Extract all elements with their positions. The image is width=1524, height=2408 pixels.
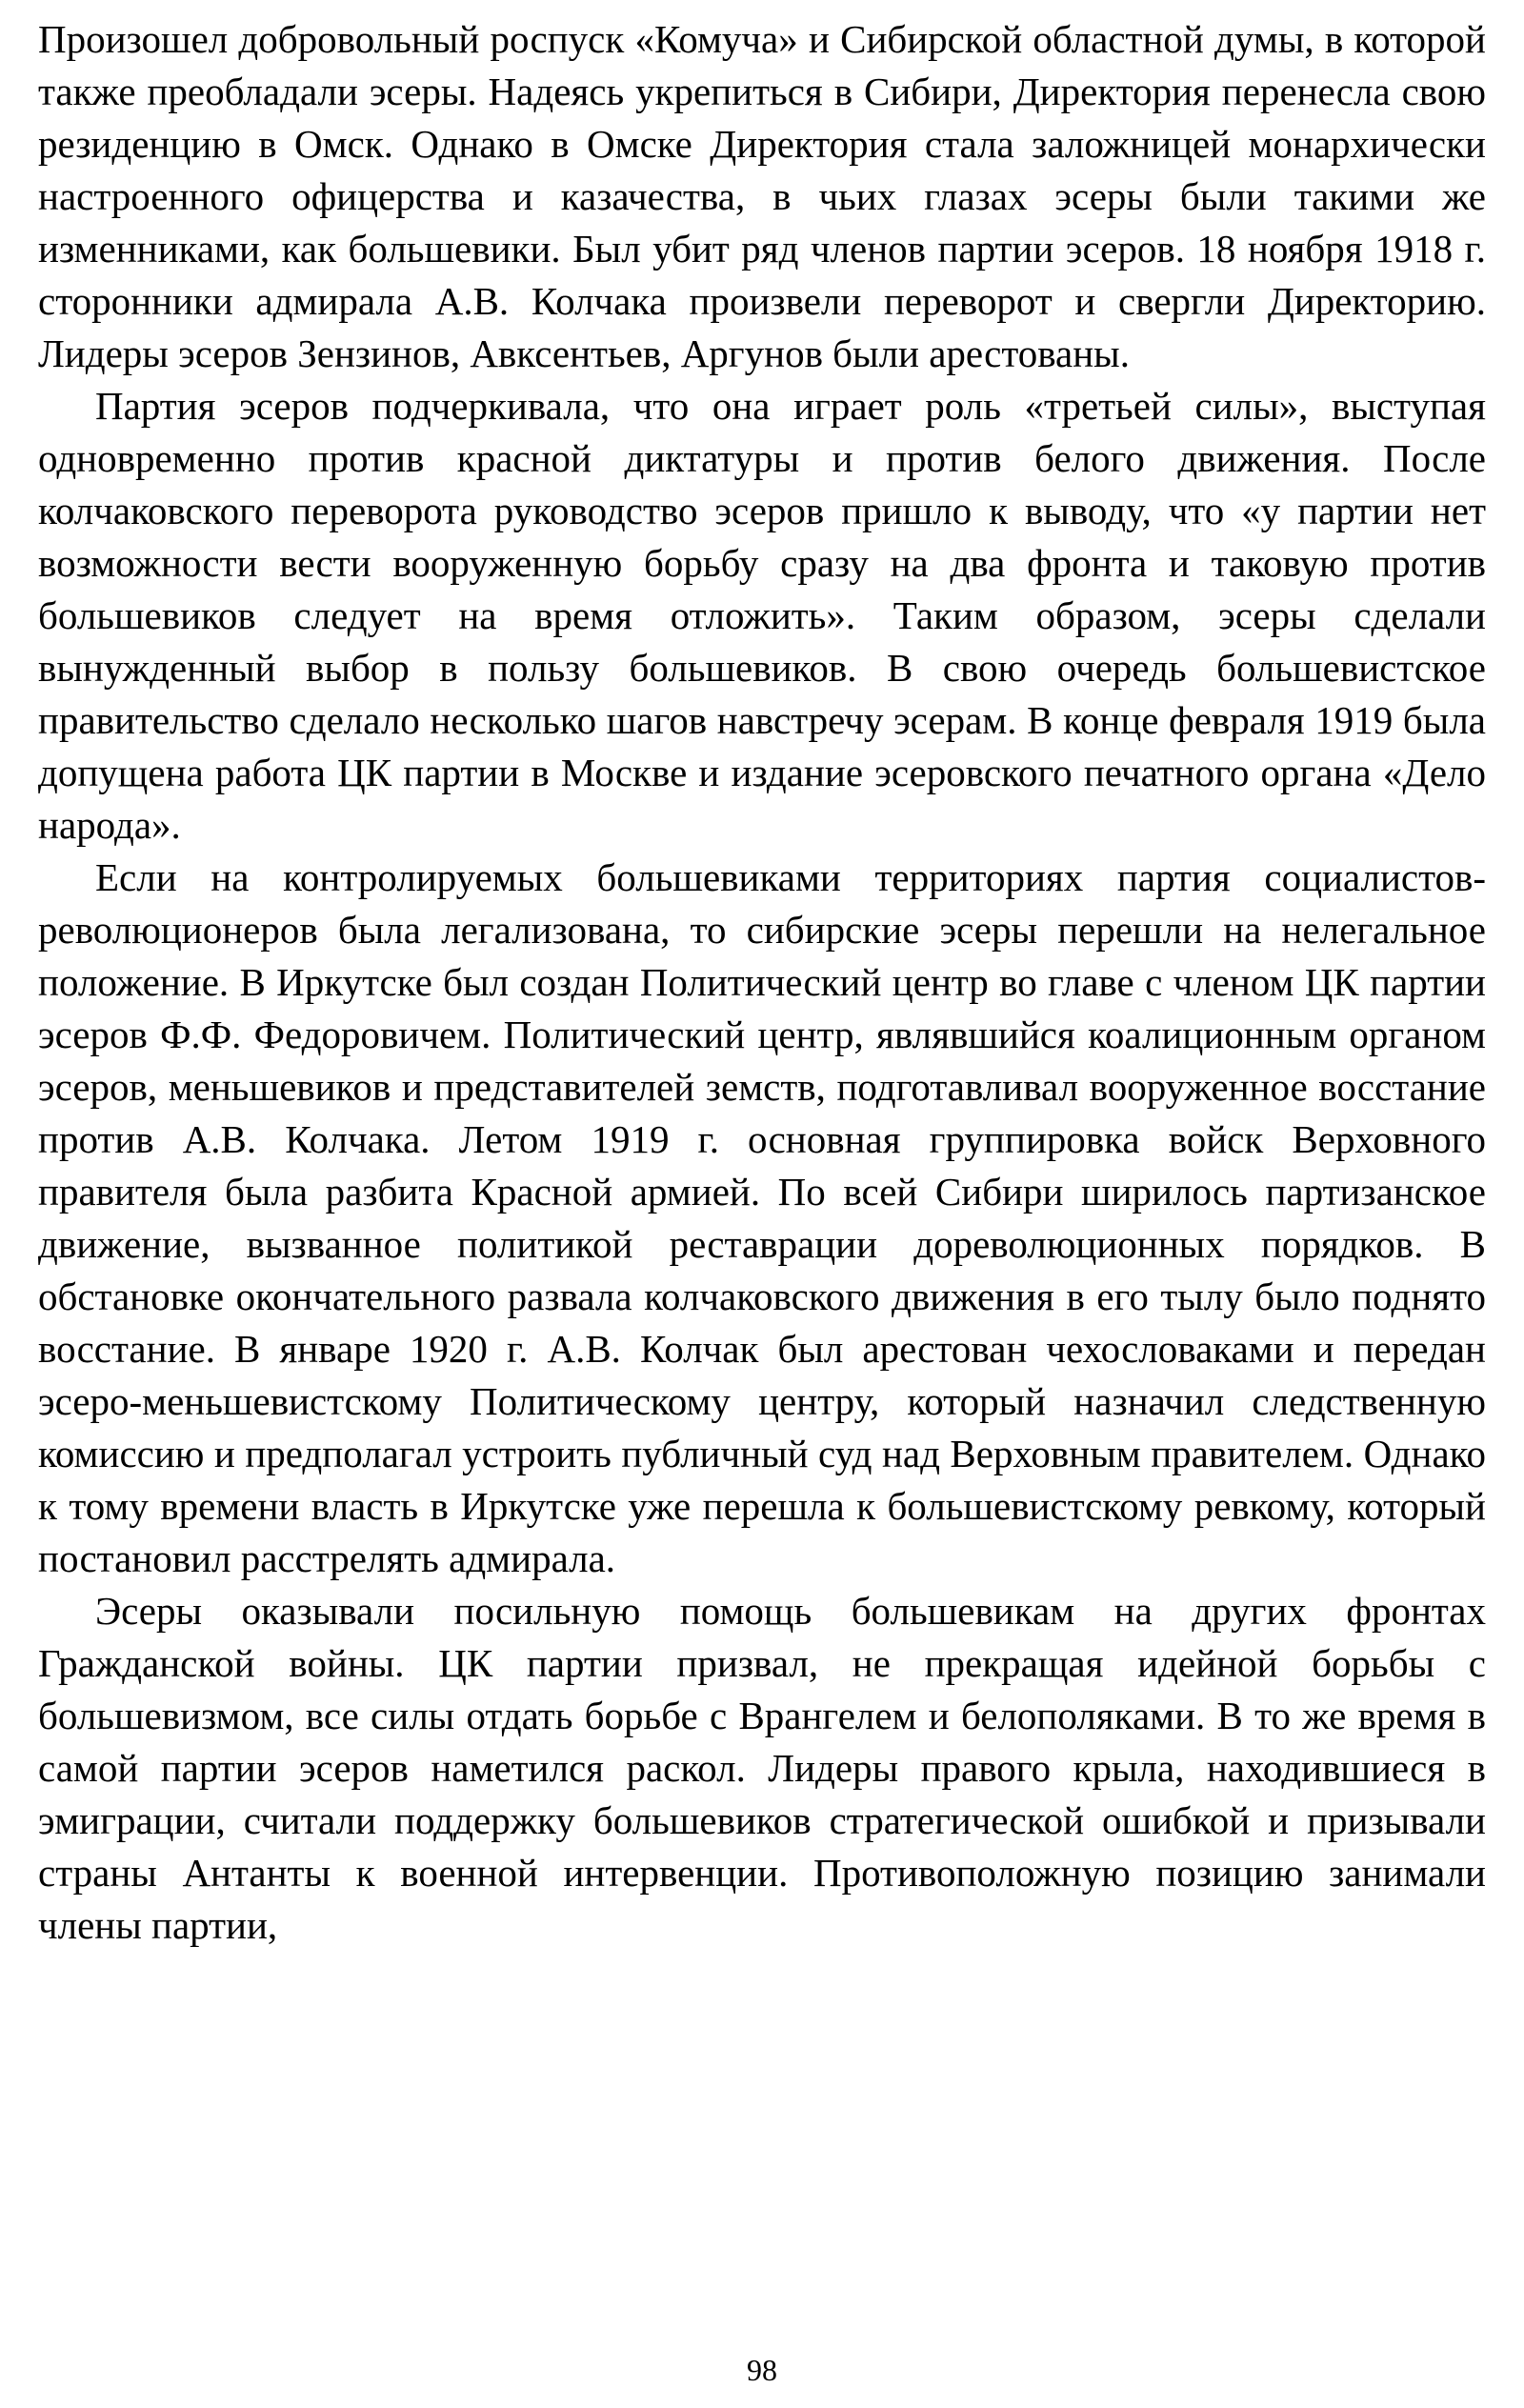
- paragraph-4: Эсеры оказывали посильную помощь большевикам на других фронтах Гражданской войны. ЦК партии призвал, не прекращая идейной борьбы с большевизмом, все силы отдать борьбе с Врангелем и белополяками. В то же время в самой партии эсеров наметился раскол. Лидеры правого крыла, находившиеся в эмиграции, считали поддержку большевиков стратегической ошибкой и призывали страны Антанты к военной интервенции. Противоположную позицию занимали члены партии,: [38, 1589, 1486, 1947]
- page-number: 98: [747, 2353, 777, 2387]
- paragraph-3: Если на контролируемых большевиками территориях партия социалистов-революционеров была легализована, то сибирские эсеры перешли на нелегальное положение. В Иркутске был создан Политический центр во главе с членом ЦК партии эсеров Ф.Ф. Федоровичем. Политический центр, являвшийся коалиционным органом эсеров, меньшевиков и представителей земств, подготавливал вооруженное восстание против А.В. Колчака. Летом 1919 г. основная группировка войск Верховного правителя была разбита Красной армией. По всей Сибири ширилось партизанское движение, вызванное политикой реставрации дореволюционных порядков. В обстановке окончательного развала колчаковского движения в его тылу было поднято восстание. В январе 1920 г. А.В. Колчак был арестован чехословаками и передан эсеро-меньшевистскому Политическому центру, который назначил следственную комиссию и предполагал устроить публичный суд над Верховным правителем. Однако к тому времени власть в Иркутске уже перешла к большевистскому ревкому, который постановил расстрелять адмирала.: [38, 855, 1486, 1580]
- paragraph-2: Партия эсеров подчеркивала, что она играет роль «третьей силы», выступая одновременно против красной диктатуры и против белого движения. После колчаковского переворота руководство эсеров пришло к выводу, что «у партии нет возможности вести вооруженную борьбу сразу на два фронта и таковую против большевиков следует на время отложить». Таким образом, эсеры сделали вынужденный выбор в пользу большевиков. В свою очередь большевистское правительство сделало несколько шагов навстречу эсерам. В конце февраля 1919 была допущена работа ЦК партии в Москве и издание эсеровского печатного органа «Дело народа».: [38, 384, 1486, 847]
- page-body: [38, 13, 1486, 1952]
- paragraph-1: Произошел добровольный роспуск «Комуча» и Сибирской областной думы, в которой также преобладали эсеры. Надеясь укрепиться в Сибири, Директория перенесла свою резиденцию в Омск. Однако в Омске Директория стала заложницей монархически настроенного офицерства и казачества, в чьих глазах эсеры были такими же изменниками, как большевики. Был убит ряд членов партии эсеров. 18 ноября 1918 г. сторонники адмирала А.В. Колчака произвели переворот и свергли Директорию. Лидеры эсеров Зензинов, Авксентьев, Аргунов были арестованы.: [38, 17, 1486, 375]
